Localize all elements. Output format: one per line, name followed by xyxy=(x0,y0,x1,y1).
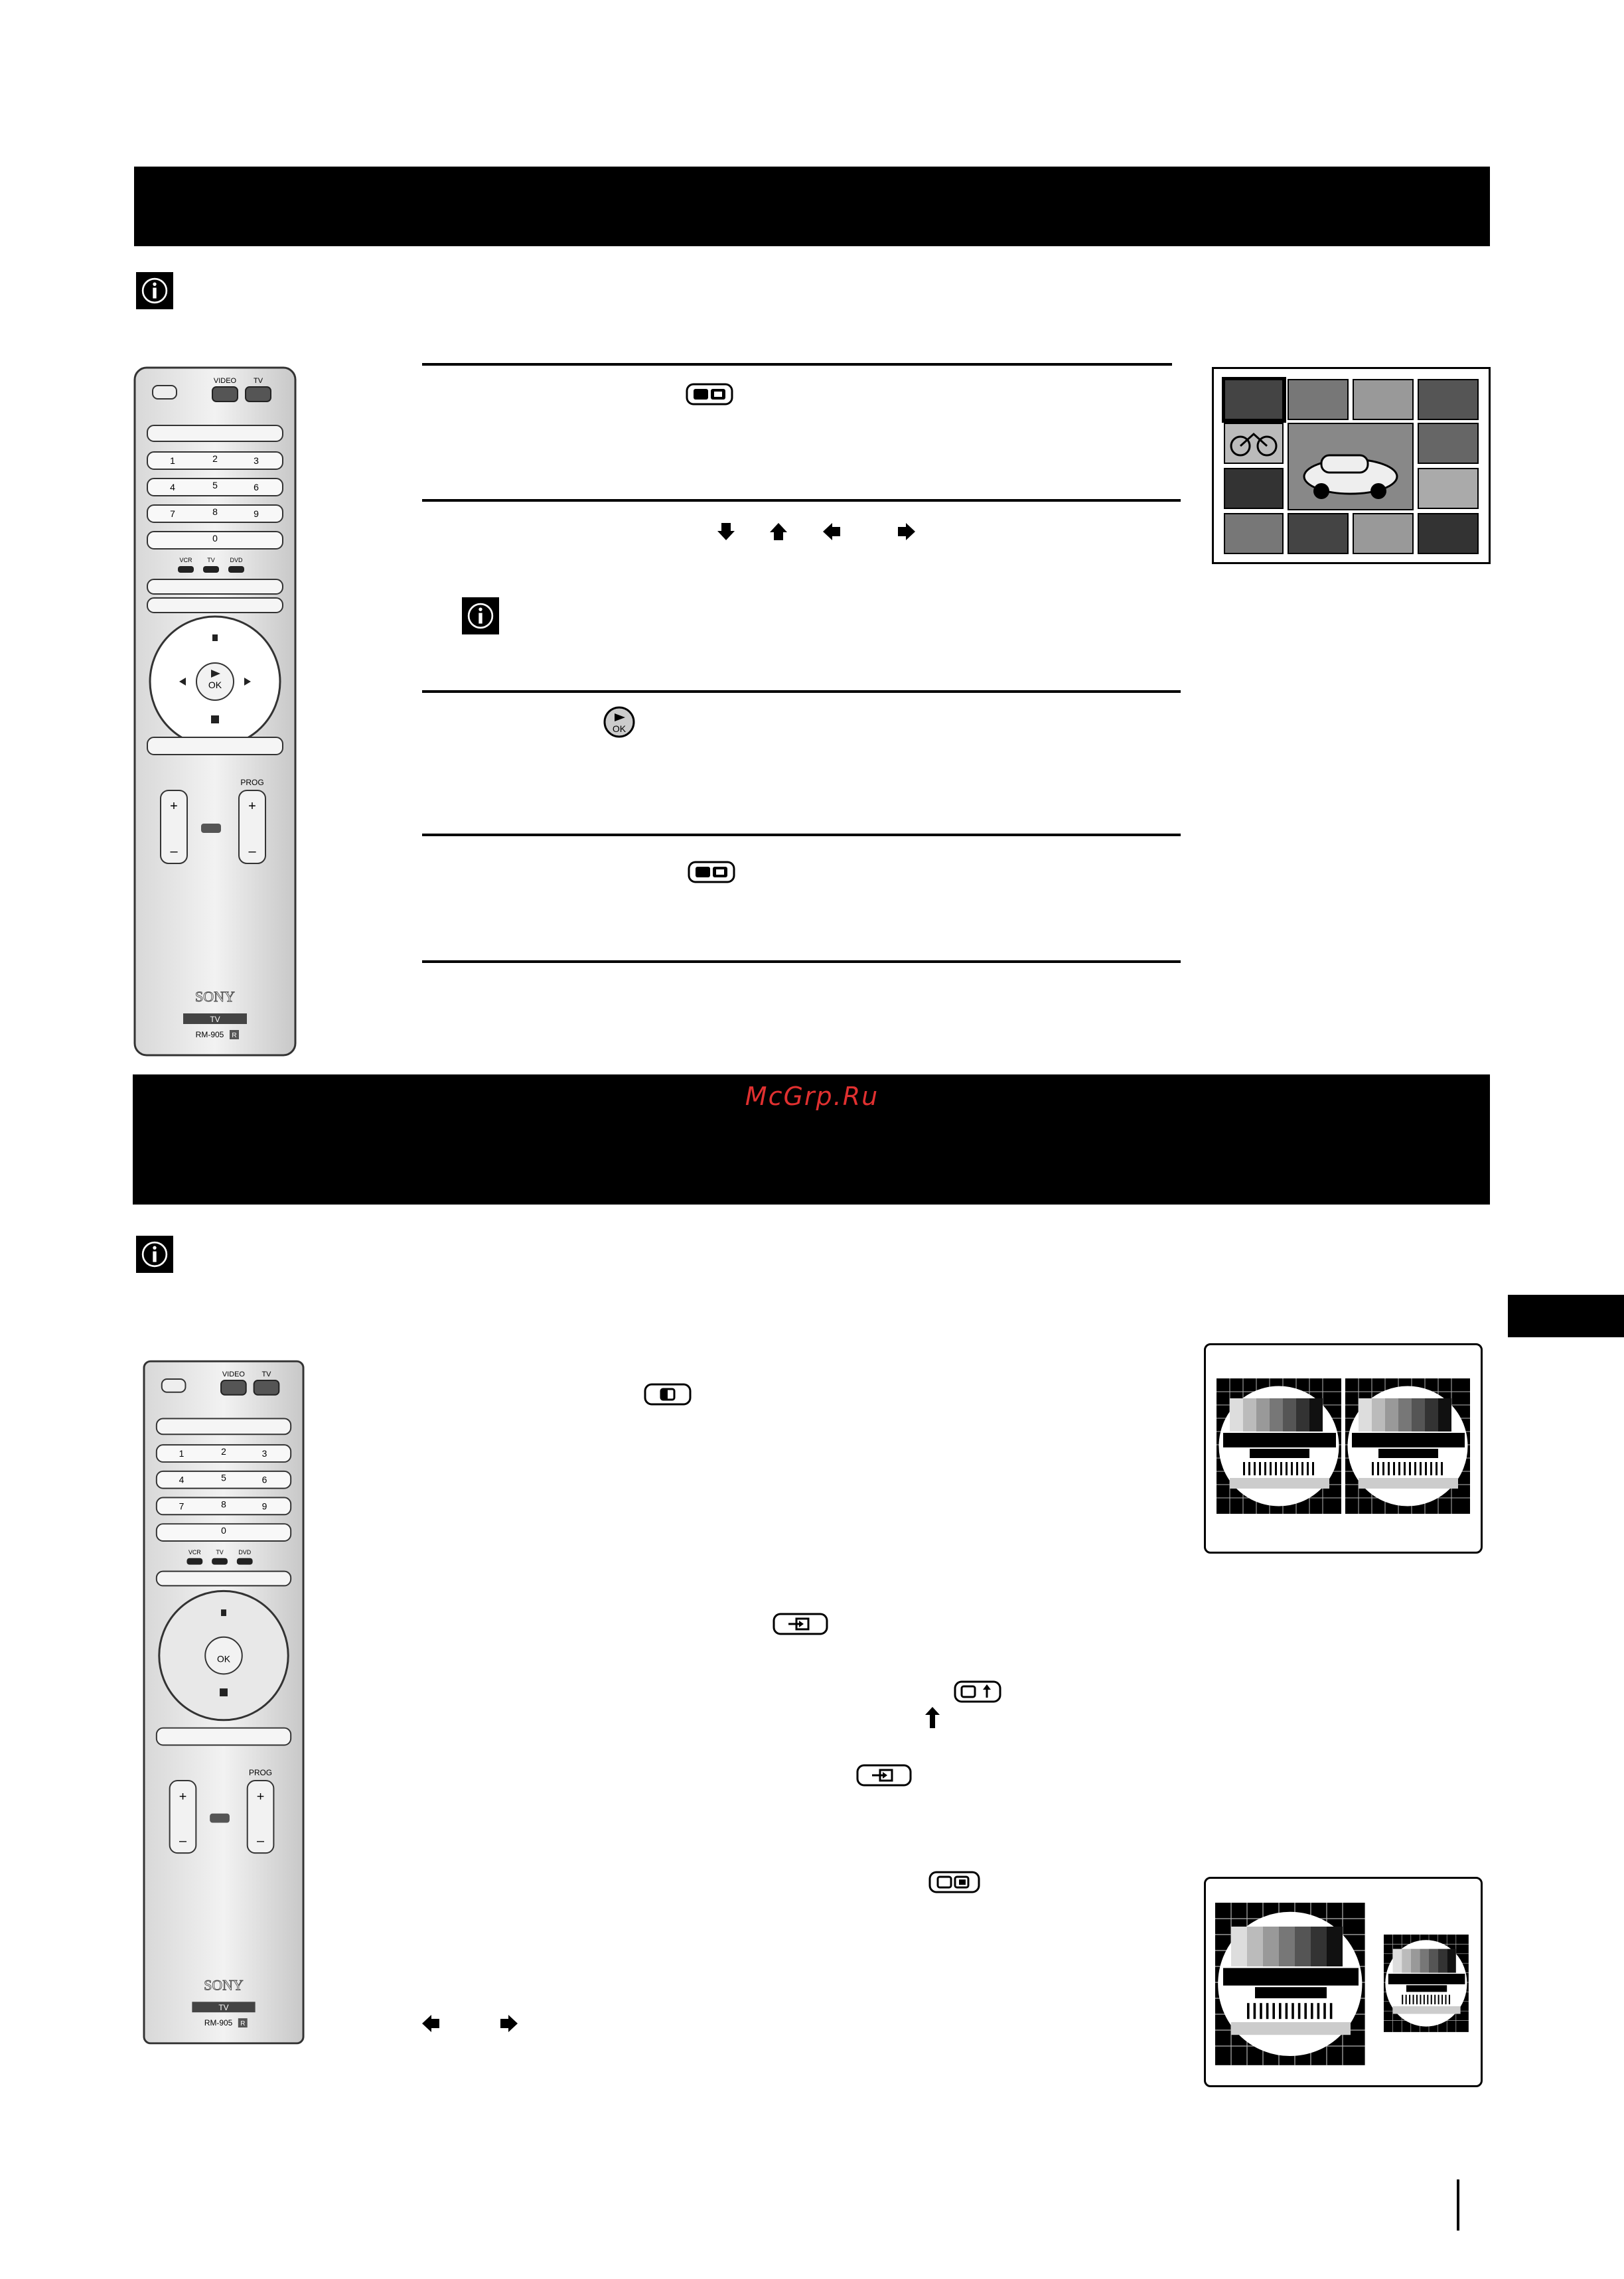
digit-7: 7 xyxy=(170,508,175,519)
digit-6: 6 xyxy=(261,1474,267,1485)
ok-button-icon xyxy=(603,705,636,742)
step-divider xyxy=(422,363,1172,366)
step-divider xyxy=(422,834,1181,836)
source-vcr: VCR xyxy=(179,557,192,563)
digit-3: 3 xyxy=(254,455,259,466)
pip-button-icon xyxy=(644,1383,692,1409)
index-button-icon xyxy=(688,861,735,887)
source-tv: TV xyxy=(207,557,215,563)
digit-7: 7 xyxy=(179,1501,185,1512)
digit-0: 0 xyxy=(221,1525,226,1536)
prog-plus: + xyxy=(248,799,256,814)
info-icon xyxy=(462,597,499,634)
info-icon xyxy=(136,1236,173,1273)
remote-control-1 xyxy=(133,366,297,1057)
side-tab xyxy=(1508,1295,1624,1337)
section-header-bar-1 xyxy=(134,167,1490,246)
page-margin-rule xyxy=(1457,2179,1459,2231)
index-button-icon xyxy=(686,383,733,409)
remote-control-2 xyxy=(142,1353,305,2051)
info-icon xyxy=(136,272,173,309)
channel-index-screen xyxy=(1212,367,1491,564)
source-vcr: VCR xyxy=(188,1548,201,1556)
digit-4: 4 xyxy=(179,1474,185,1485)
prog-label: PROG xyxy=(249,1768,273,1778)
teletext-up-button-icon xyxy=(954,1680,1001,1706)
source-dvd: DVD xyxy=(230,557,243,563)
digit-5: 5 xyxy=(221,1472,226,1483)
step-divider xyxy=(422,499,1181,502)
digit-8: 8 xyxy=(212,506,218,517)
tv-power-label: TV xyxy=(261,1370,271,1378)
video-label: VIDEO xyxy=(222,1370,245,1378)
step-divider xyxy=(422,690,1181,693)
ok-label: OK xyxy=(208,680,222,690)
model-label: RM-905 xyxy=(204,2018,233,2028)
prog-plus: + xyxy=(256,1789,265,1804)
vol-minus: – xyxy=(170,844,178,859)
input-button-icon xyxy=(773,1613,828,1639)
brand-logo: SONY xyxy=(195,988,235,1005)
video-label: VIDEO xyxy=(213,377,237,385)
arrow-right-icon xyxy=(499,2014,519,2033)
digit-2: 2 xyxy=(221,1446,226,1457)
digit-9: 9 xyxy=(261,1501,267,1512)
model-suffix: R xyxy=(240,2020,246,2028)
digit-9: 9 xyxy=(254,508,259,519)
digit-2: 2 xyxy=(212,453,218,464)
prog-label: PROG xyxy=(240,778,264,787)
vol-plus: + xyxy=(179,1789,187,1804)
vol-minus: – xyxy=(179,1834,187,1849)
digit-4: 4 xyxy=(170,482,175,492)
pip-screen-illustration xyxy=(1204,1877,1483,2087)
digit-5: 5 xyxy=(212,480,218,490)
arrow-left-icon xyxy=(822,522,842,542)
digit-6: 6 xyxy=(254,482,259,492)
digit-1: 1 xyxy=(170,455,175,466)
digit-8: 8 xyxy=(221,1499,226,1510)
mode-label: TV xyxy=(210,1015,220,1024)
ok-icon-label: OK xyxy=(612,723,627,734)
arrow-right-icon xyxy=(897,522,917,542)
mode-label: TV xyxy=(218,2003,229,2013)
tv-power-label: TV xyxy=(253,377,263,385)
vol-plus: + xyxy=(170,799,178,814)
split-screen-illustration xyxy=(1204,1343,1483,1554)
arrow-down-icon xyxy=(716,522,736,542)
prog-minus: – xyxy=(257,1834,265,1849)
input-button-icon xyxy=(856,1764,912,1790)
step-divider xyxy=(422,960,1181,963)
source-dvd: DVD xyxy=(238,1548,252,1556)
prog-minus: – xyxy=(248,844,256,859)
source-tv: TV xyxy=(216,1548,224,1556)
brand-logo: SONY xyxy=(204,1977,244,1994)
swap-button-icon xyxy=(928,1871,980,1897)
watermark-text: McGrp.Ru xyxy=(745,1082,879,1111)
arrow-up-icon xyxy=(924,1706,941,1729)
digit-1: 1 xyxy=(179,1448,185,1459)
model-label: RM-905 xyxy=(195,1030,224,1039)
digit-3: 3 xyxy=(261,1448,267,1459)
arrow-left-icon xyxy=(421,2014,441,2033)
arrow-up-icon xyxy=(769,522,788,542)
ok-label: OK xyxy=(216,1653,231,1664)
model-suffix: R xyxy=(232,1032,237,1039)
digit-0: 0 xyxy=(212,533,218,544)
